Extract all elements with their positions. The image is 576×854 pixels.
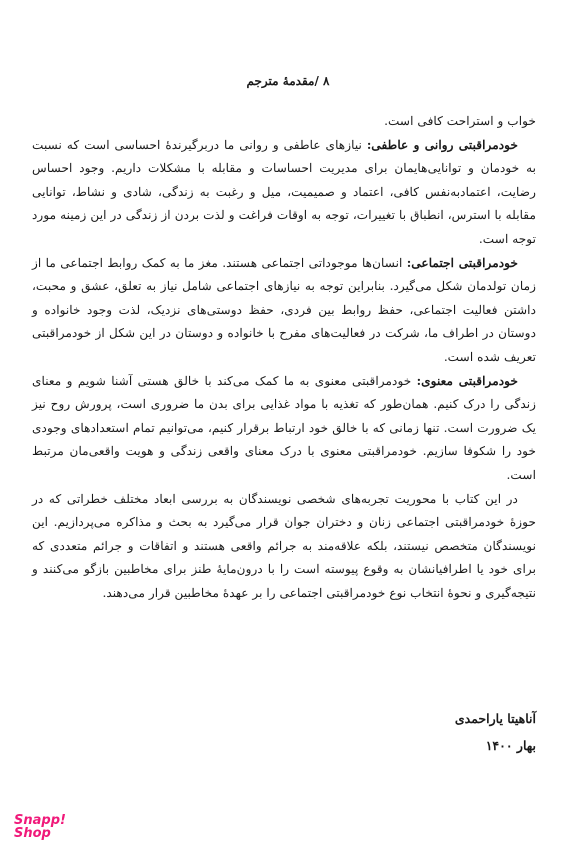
translation-date: بهار ۱۴۰۰ [485,738,536,753]
logo-line-1: Snapp! [14,813,66,828]
paragraph-heading: خودمراقبتی روانی و عاطفی: [366,137,518,152]
paragraph-text: در این کتاب با محوریت تجربه‌های شخصی نویسندگان به بررسی ابعاد مختلف خطراتی که در حوزهٔ خودمراقبتی اجتماعی زنان و دختران جوان قرار می‌گیرد به بحث و مذاکره می‌پردازیم. این نویسندگان متخصص نیستند، بلکه علاقه‌مند به جرائم واقعی هستند و اتفاقات و جرائم متعددی که برای خود یا اطرافیانشان به وقوع پیوسته است را با درون‌مایهٔ طنز برای مخاطبین بازگو می‌کنند و نتیجه‌گیری و نحوهٔ انتخاب نوع خودمراقبتی اجتماعی را بر عهدهٔ مخاطبین قرار می‌دهند. [32,491,536,600]
snappshop-watermark-logo [14,814,66,840]
paragraph-book-intro [32,488,536,606]
paragraph-text: خواب و استراحت کافی است. [384,114,536,128]
paragraph-text: خودمراقبتی معنوی به ما کمک می‌کند با خالق هستی آشنا شویم و معنای زندگی را درک کنیم. همان‌طور که تغذیه با مواد غذایی برای بدن ما ضروری است، پرورش روح نیز یک ضرورت است. تنها زمانی که با خالق خود ارتباط برقرار کنیم، می‌توانیم تمام استعدادهای وجودی خود را شکوفا سازیم. خودمراقبتی معنوی با درک معنای واقعی زندگی و هویت واقعی‌مان مرتبط است. [32,373,536,482]
page-body [32,110,536,605]
paragraph-text: نیازهای عاطفی و روانی ما دربرگیرندهٔ احساسی است که نسبت به خودمان و توانایی‌هایمان برای مدیریت احساسات و مقابله با مشکلات داریم. وجود احساس رضایت، اعتمادبه‌نفس کافی، اعتماد و صمیمیت، میل و رغبت به زندگی، شادی و نشاط، توانایی مقابله با استرس، انطباق با تغییرات، توجه به اوقات فراغت و لذت بردن از زندگی در این زمینه مورد توجه است. [32,137,536,246]
paragraph-sleep [32,110,536,134]
paragraph-psychological [32,134,536,252]
translator-name: آناهیتا یاراحمدی [454,711,536,726]
paragraph-text: انسان‌ها موجوداتی اجتماعی هستند. مغز ما به کمک روابط اجتماعی ما از زمان تولدمان شکل می‌گیرد. بنابراین توجه به نیازهای اجتماعی شامل نیاز به تعلق، عشق و محبت، داشتن فعالیت اجتماعی، حفظ روابط بین فردی، حفظ دوستی‌های نزدیک، لذت وجود خانواده و دوستان در اطراف ما، شرکت در فعالیت‌های مفرح با خانواده و دوستان در این شکل از خودمراقبتی تعریف شده است. [32,255,536,364]
page-header: ۸ /مقدمهٔ مترجم [246,74,330,88]
paragraph-heading: خودمراقبتی معنوی: [416,373,518,388]
logo-line-2: Shop [14,826,51,841]
paragraph-social [32,252,536,370]
paragraph-heading: خودمراقبتی اجتماعی: [406,255,518,270]
paragraph-spiritual [32,370,536,488]
